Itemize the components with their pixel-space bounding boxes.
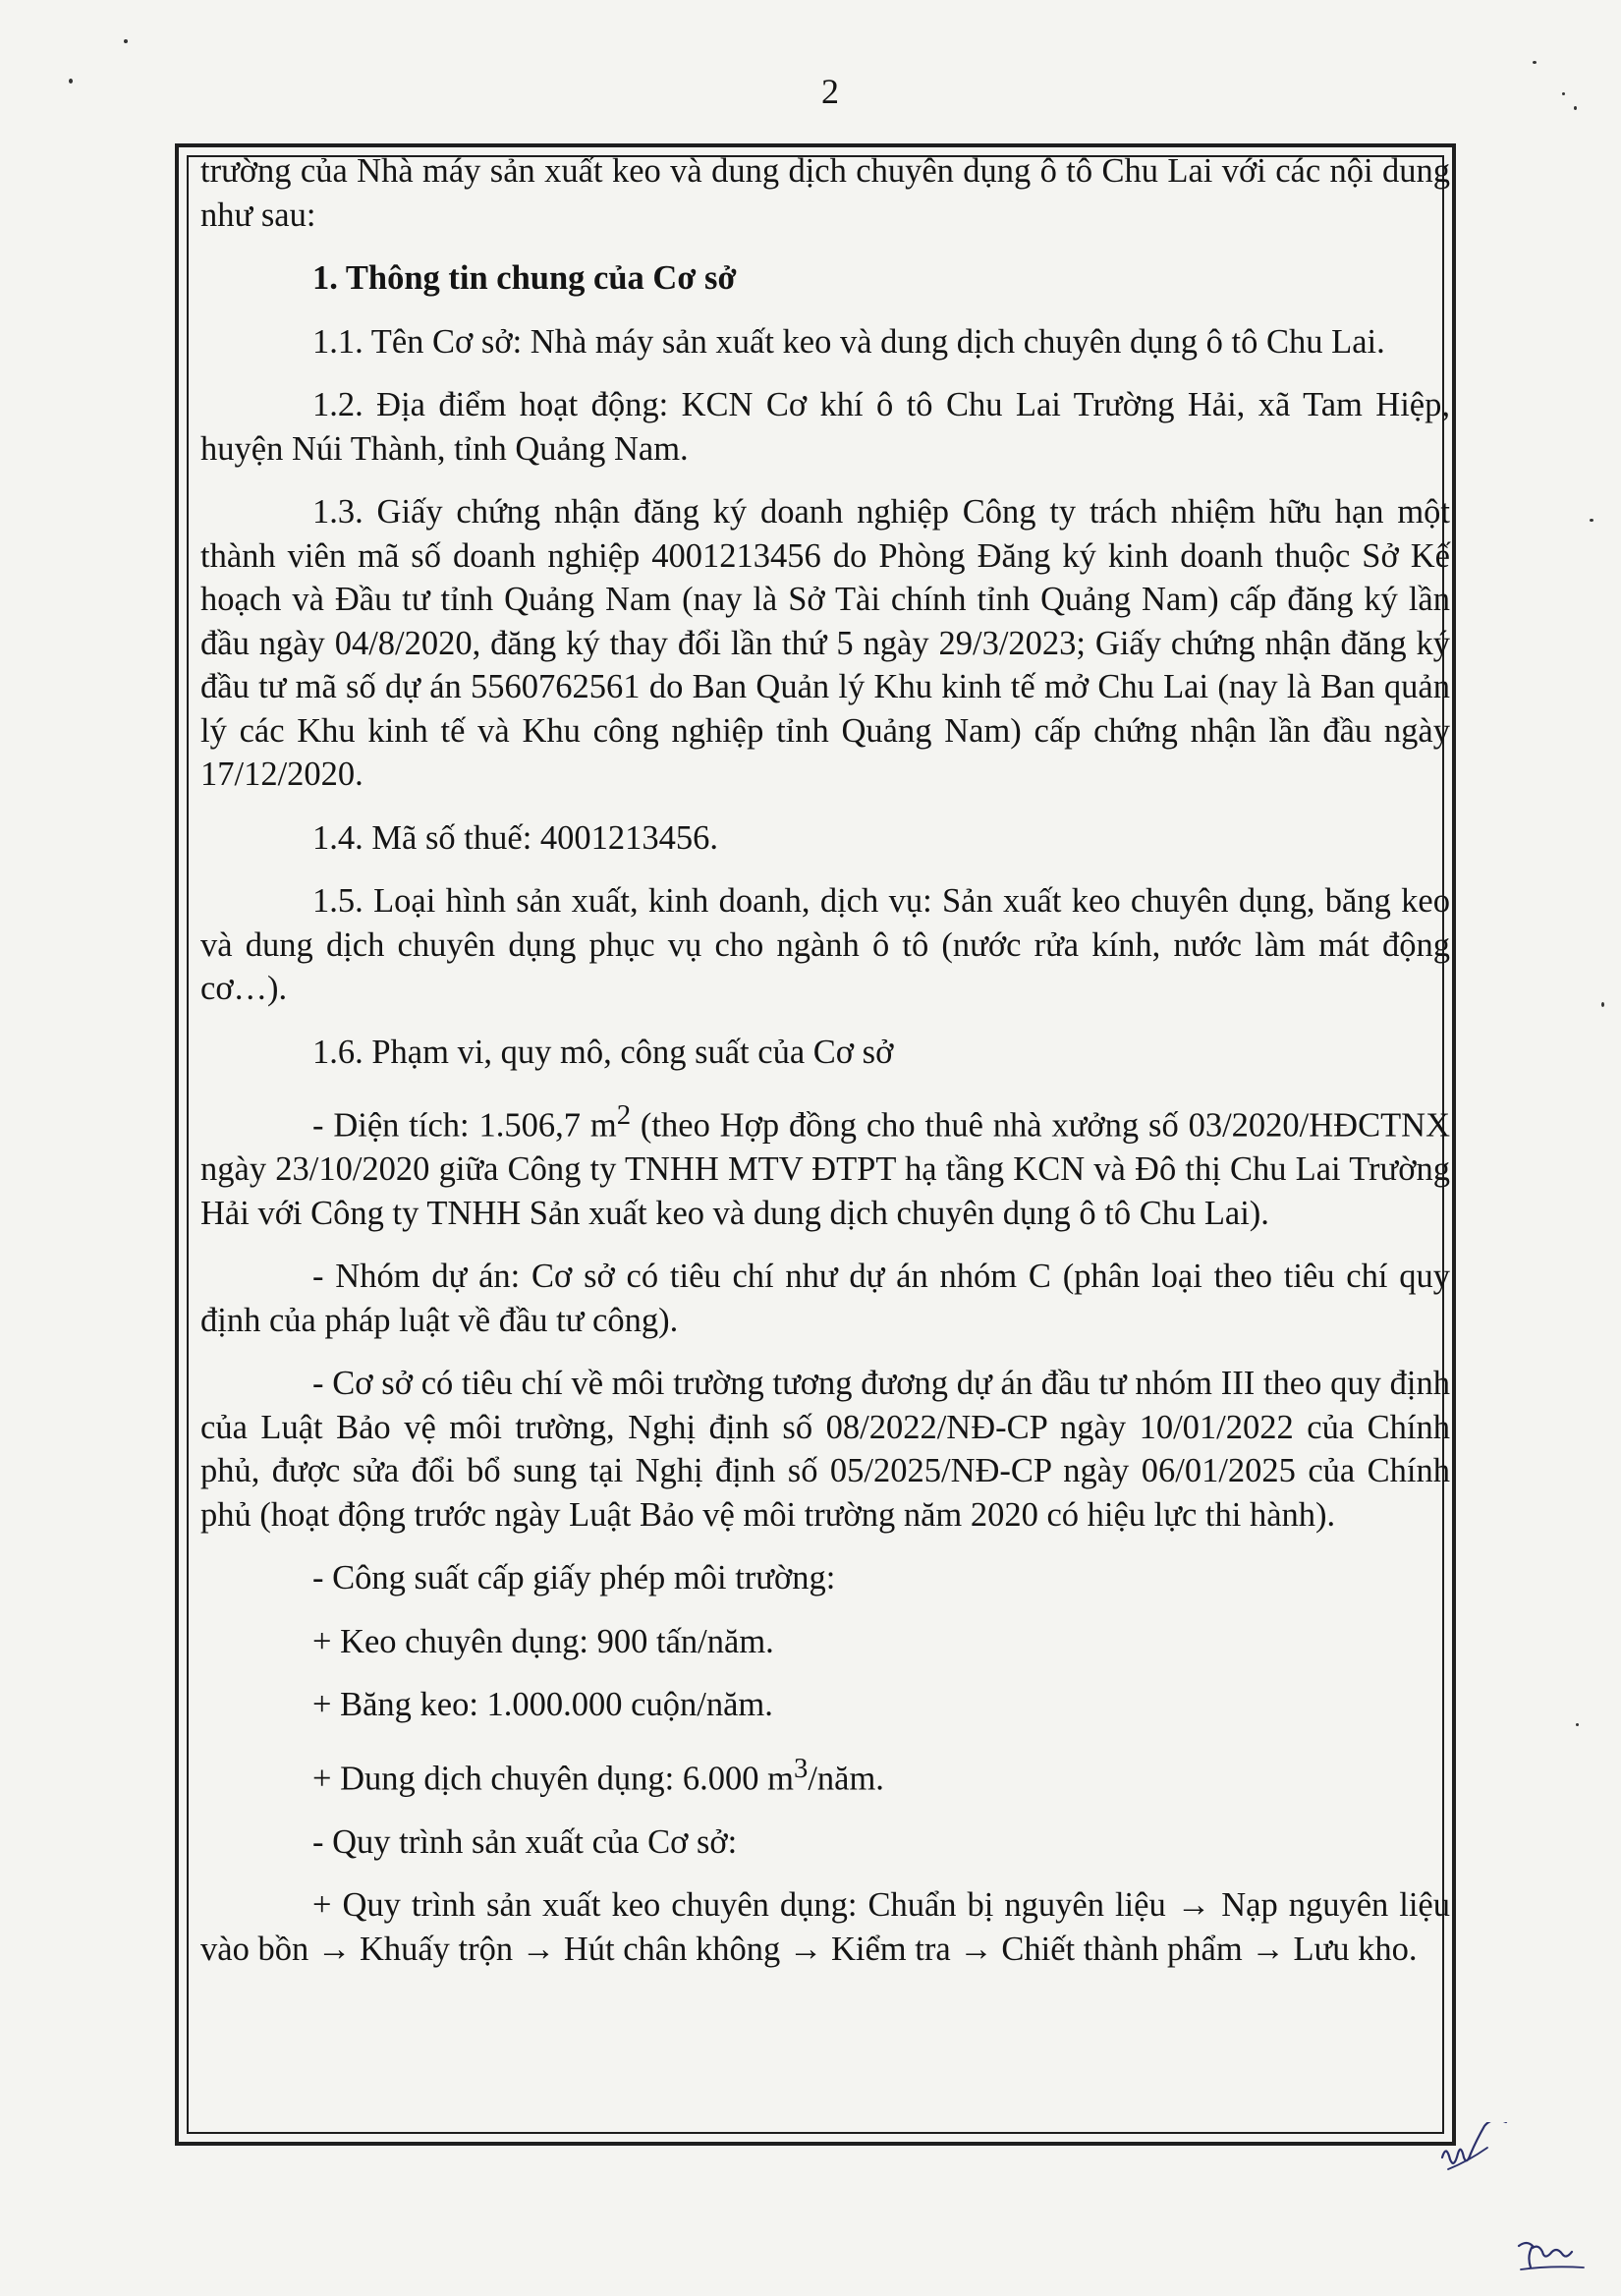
scan-speck [1601,1002,1604,1007]
item-1-2: 1.2. Địa điểm hoạt động: KCN Cơ khí ô tô Chu Lai Trường Hải, xã Tam Hiệp, huyện Núi Thành, tỉnh Quảng Nam. [200,386,1450,468]
area-prefix: - Diện tích: 1.506,7 m [312,1106,617,1145]
scan-speck [1576,1723,1579,1726]
document-body [200,149,1450,1990]
scan-speck [1533,61,1537,64]
env-criteria-paragraph: - Cơ sở có tiêu chí về môi trường tương đương dự án đầu tư nhóm III theo quy định của Luật Bảo vệ môi trường, Nghị định số 08/2022/NĐ-CP ngày 10/01/2022 của Chính phủ, được sửa đổi bổ sung tại Nghị định số 05/2025/NĐ-CP ngày 06/01/2025 của Chính phủ (hoạt động trước ngày Luật Bảo vệ môi trường năm 2020 có hiệu lực thi hành). [200,1365,1450,1534]
item-1-6: 1.6. Phạm vi, quy mô, công suất của Cơ sở [312,1033,894,1071]
area-superscript: 2 [616,1099,632,1131]
process-title: - Quy trình sản xuất của Cơ sở: [312,1822,738,1861]
capacity-solution-suffix: /năm. [808,1760,884,1797]
capacity-solution-superscript: 3 [793,1752,809,1784]
area-suffix: (theo Hợp đồng cho thuê nhà xưởng số 03/2020/HĐCTNX ngày 23/10/2020 giữa Công ty TNHH MTV ĐTPT hạ tầng KCN và Đô thị Chu Lai Trường Hải với Công ty TNHH Sản xuất keo và dung dịch chuyên dụng ô tô Chu Lai). [200,1106,1450,1232]
initial-signature-bottom-right [1513,2230,1592,2279]
item-1-5: 1.5. Loại hình sản xuất, kinh doanh, dịch vụ: Sản xuất keo chuyên dụng, băng keo và dung dịch chuyên dụng phục vụ cho ngành ô tô (nước rửa kính, nước làm mát động cơ…). [200,882,1450,1007]
capacity-glue: + Keo chuyên dụng: 900 tấn/năm. [312,1622,774,1660]
scan-speck [124,39,128,43]
initial-signature-right-margin [1436,2122,1515,2181]
area-paragraph [200,1093,1450,1235]
section-heading: 1. Thông tin chung của Cơ sở [312,259,737,297]
item-1-4: 1.4. Mã số thuế: 4001213456. [312,818,719,857]
capacity-solution [200,1747,1450,1801]
intro-paragraph: trường của Nhà máy sản xuất keo và dung dịch chuyên dụng ô tô Chu Lai với các nội dung như sau: [200,152,1450,234]
scan-speck [1590,519,1593,522]
process-glue: + Quy trình sản xuất keo chuyên dụng: Chuẩn bị nguyên liệu → Nạp nguyên liệu vào bồn → Khuấy trộn → Hút chân không → Kiểm tra → Chiết thành phẩm → Lưu kho. [200,1886,1450,1968]
scan-speck [1562,92,1565,95]
scan-speck [1574,106,1577,110]
item-1-1: 1.1. Tên Cơ sở: Nhà máy sản xuất keo và dung dịch chuyên dụng ô tô Chu Lai. [312,322,1385,361]
capacity-solution-prefix: + Dung dịch chuyên dụng: 6.000 m [312,1760,794,1797]
scan-speck [69,79,73,84]
capacity-title: - Công suất cấp giấy phép môi trường: [312,1559,836,1596]
item-1-3: 1.3. Giấy chứng nhận đăng ký doanh nghiệp Công ty trách nhiệm hữu hạn một thành viên mã số doanh nghiệp 4001213456 do Phòng Đăng ký kinh doanh thuộc Sở Kế hoạch và Đầu tư tỉnh Quảng Nam (nay là Sở Tài chính tỉnh Quảng Nam) cấp đăng ký lần đầu ngày 04/8/2020, đăng ký thay đổi lần thứ 5 ngày 29/3/2023; Giấy chứng nhận đăng ký đầu tư mã số dự án 5560762561 do Ban Quản lý Khu kinh tế mở Chu Lai (nay là Ban quản lý các Khu kinh tế và Khu công nghiệp tỉnh Quảng Nam) cấp chứng nhận lần đầu ngày 17/12/2020. [200,493,1450,793]
page-number: 2 [821,72,839,111]
capacity-tape: + Băng keo: 1.000.000 cuộn/năm. [312,1686,773,1723]
project-group-paragraph: - Nhóm dự án: Cơ sở có tiêu chí như dự án nhóm C (phân loại theo tiêu chí quy định của pháp luật về đầu tư công). [200,1258,1450,1339]
